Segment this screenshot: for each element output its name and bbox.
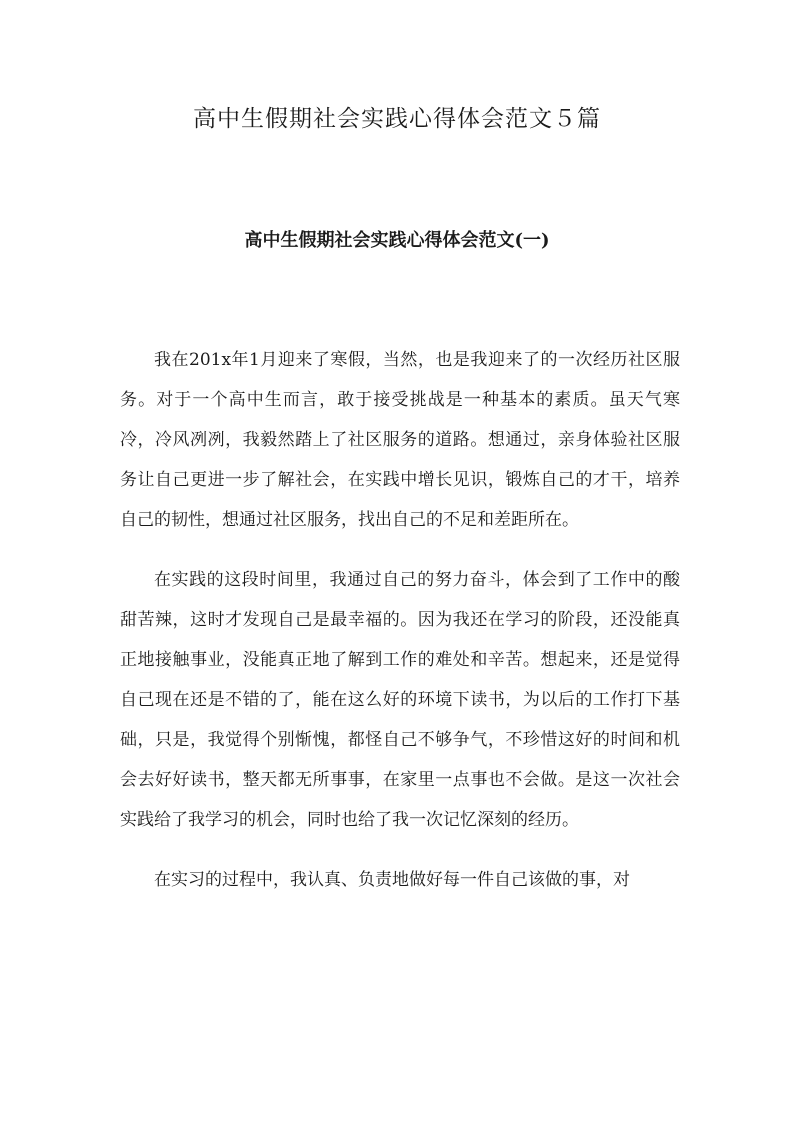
document-title: 高中生假期社会实践心得体会范文５篇 bbox=[193, 106, 601, 132]
paragraph-3: 在实习的过程中，我认真、负责地做好每一件自己该做的事，对 bbox=[154, 870, 630, 890]
paragraph-1: 我在201x年1月迎来了寒假，当然，也是我迎来了的一次经历社区服务。对于一个高中生而言，敢于接受挑战是一种基本的素质。虽天气寒冷，冷风冽冽，我毅然踏上了社区服务的道路。想通过，亲身体验社区服务让自己更进一步了解社会，在实践中增长见识，锻炼自己的才干，培养自己的韧性，想通过社区服务，找出自己的不足和差距所在。 bbox=[120, 350, 680, 530]
paragraph-2: 在实践的这段时间里，我通过自己的努力奋斗，体会到了工作中的酸甜苦辣，这时才发现自己是最幸福的。因为我还在学习的阶段，还没能真正地接触事业，没能真正地了解到工作的难处和辛苦。想起来，还是觉得自己现在还是不错的了，能在这么好的环境下读书，为以后的工作打下基础，只是，我觉得个别惭愧，都怪自己不够争气，不珍惜这好的时间和机会去好好读书，整天都无所事事，在家里一点事也不会做。是这一次社会实践给了我学习的机会，同时也给了我一次记忆深刻的经历。 bbox=[120, 570, 680, 830]
document-body bbox=[120, 340, 680, 920]
section-title: 高中生假期社会实践心得体会范文(一) bbox=[244, 230, 550, 251]
